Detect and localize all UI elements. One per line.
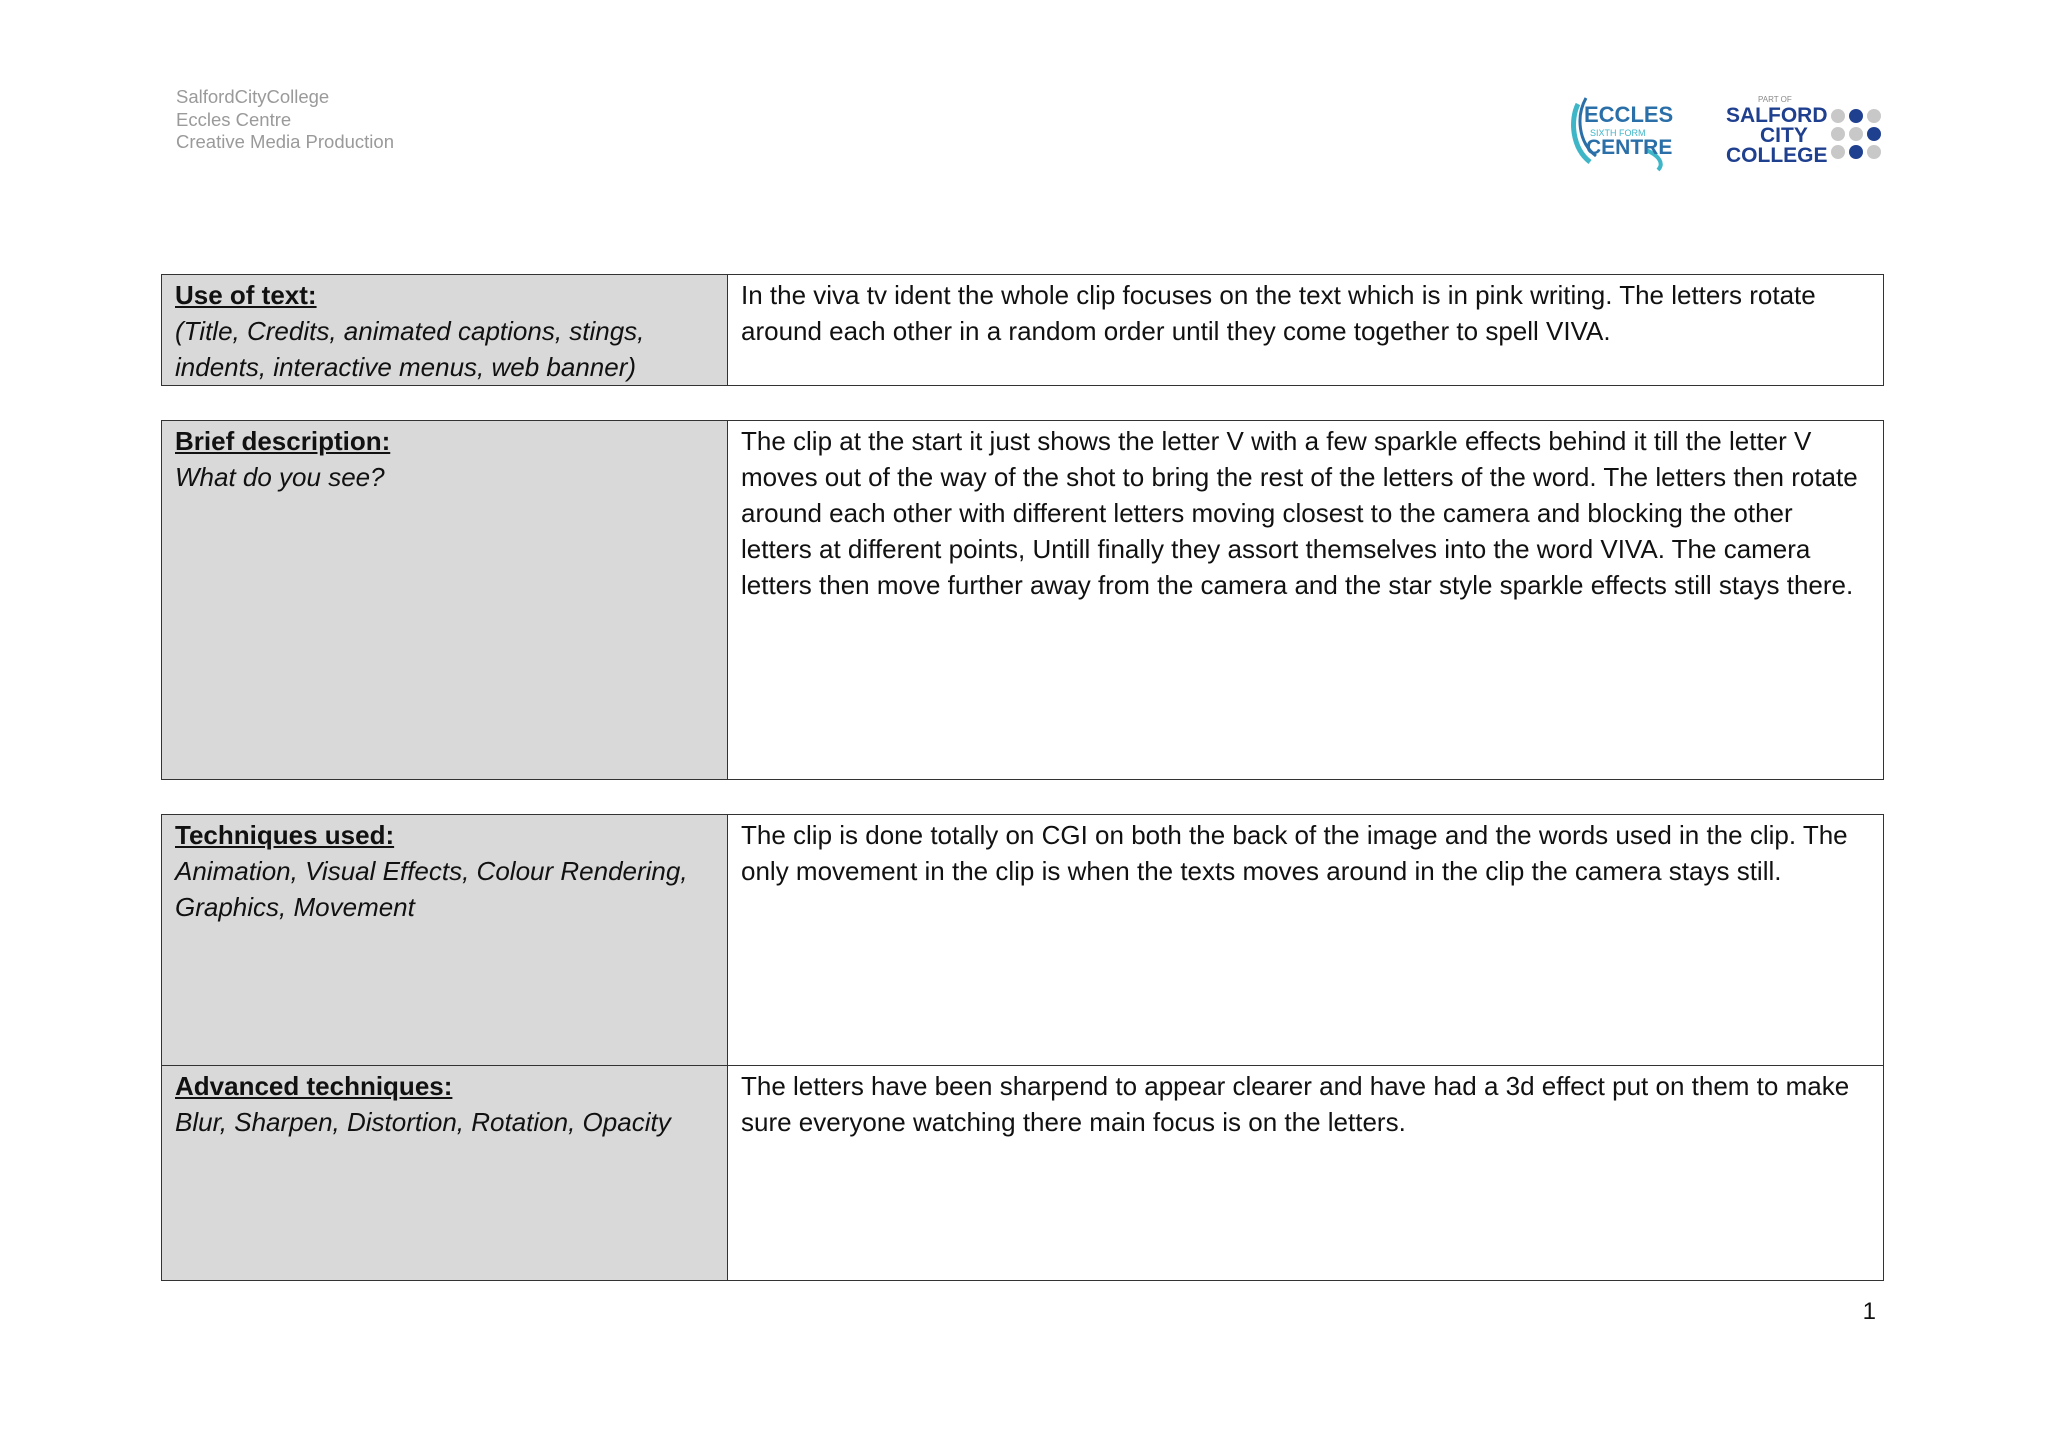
techniques-used-label-cell xyxy=(162,815,728,1066)
table-row xyxy=(162,815,1884,1066)
table-row xyxy=(162,421,1884,780)
brief-description-prompt: What do you see? xyxy=(175,462,385,492)
svg-text:SIXTH FORM: SIXTH FORM xyxy=(1590,128,1646,138)
svg-text:PART OF: PART OF xyxy=(1758,95,1792,104)
header-line-college: SalfordCityCollege xyxy=(176,86,330,107)
techniques-used-prompt: Animation, Visual Effects, Colour Rendering, Graphics, Movement xyxy=(175,856,688,922)
techniques-table xyxy=(161,814,1884,1281)
header-line-centre: Eccles Centre xyxy=(176,108,292,130)
table-row xyxy=(162,1066,1884,1281)
use-of-text-table xyxy=(161,274,1884,386)
header-line-course: Creative Media Production xyxy=(176,131,394,152)
svg-text:ECCLES: ECCLES xyxy=(1584,102,1674,127)
svg-text:CITY: CITY xyxy=(1760,124,1808,147)
eccles-centre-logo xyxy=(1568,90,1676,174)
use-of-text-title: Use of text: xyxy=(175,280,317,310)
techniques-used-answer: The clip is done totally on CGI on both the back of the image and the words used in the clip. The only movement in the clip is when the texts moves around in the clip the camera stays still. xyxy=(728,815,1884,1066)
techniques-used-title: Techniques used: xyxy=(175,820,395,850)
advanced-techniques-answer: The letters have been sharpend to appear clearer and have had a 3d effect put on them to make sure everyone watching there main focus is on the letters. xyxy=(728,1066,1884,1281)
brief-description-label-cell xyxy=(162,421,728,780)
page-number: 1 xyxy=(1862,1298,1876,1325)
svg-text:COLLEGE: COLLEGE xyxy=(1726,144,1828,167)
brief-description-answer: The clip at the start it just shows the letter V with a few sparkle effects behind it till the letter V moves out of the way of the shot to bring the rest of the letters of the word. The letters then rotate around each other with different letters moving closest to the camera and blocking the other letters at different points, Untill finally they assort themselves into the word VIVA. The camera letters then move further away from the camera and the star style sparkle effects still stays there. xyxy=(728,421,1884,780)
college-header xyxy=(176,86,394,154)
svg-text:CENTRE: CENTRE xyxy=(1586,136,1673,159)
brief-description-title: Brief description: xyxy=(175,426,391,456)
svg-text:SALFORD: SALFORD xyxy=(1726,104,1828,127)
use-of-text-answer: In the viva tv ident the whole clip focuses on the text which is in pink writing. The letters rotate around each other in a random order until they come together to spell VIVA. xyxy=(728,275,1884,386)
use-of-text-prompt: (Title, Credits, animated captions, stings, indents, interactive menus, web banner) xyxy=(175,316,645,382)
use-of-text-label-cell xyxy=(162,275,728,386)
table-row xyxy=(162,275,1884,386)
advanced-techniques-prompt: Blur, Sharpen, Distortion, Rotation, Opacity xyxy=(175,1107,671,1137)
advanced-techniques-title: Advanced techniques: xyxy=(175,1071,453,1101)
brief-description-table xyxy=(161,420,1884,780)
salford-city-college-logo xyxy=(1726,92,1886,168)
advanced-techniques-label-cell xyxy=(162,1066,728,1281)
